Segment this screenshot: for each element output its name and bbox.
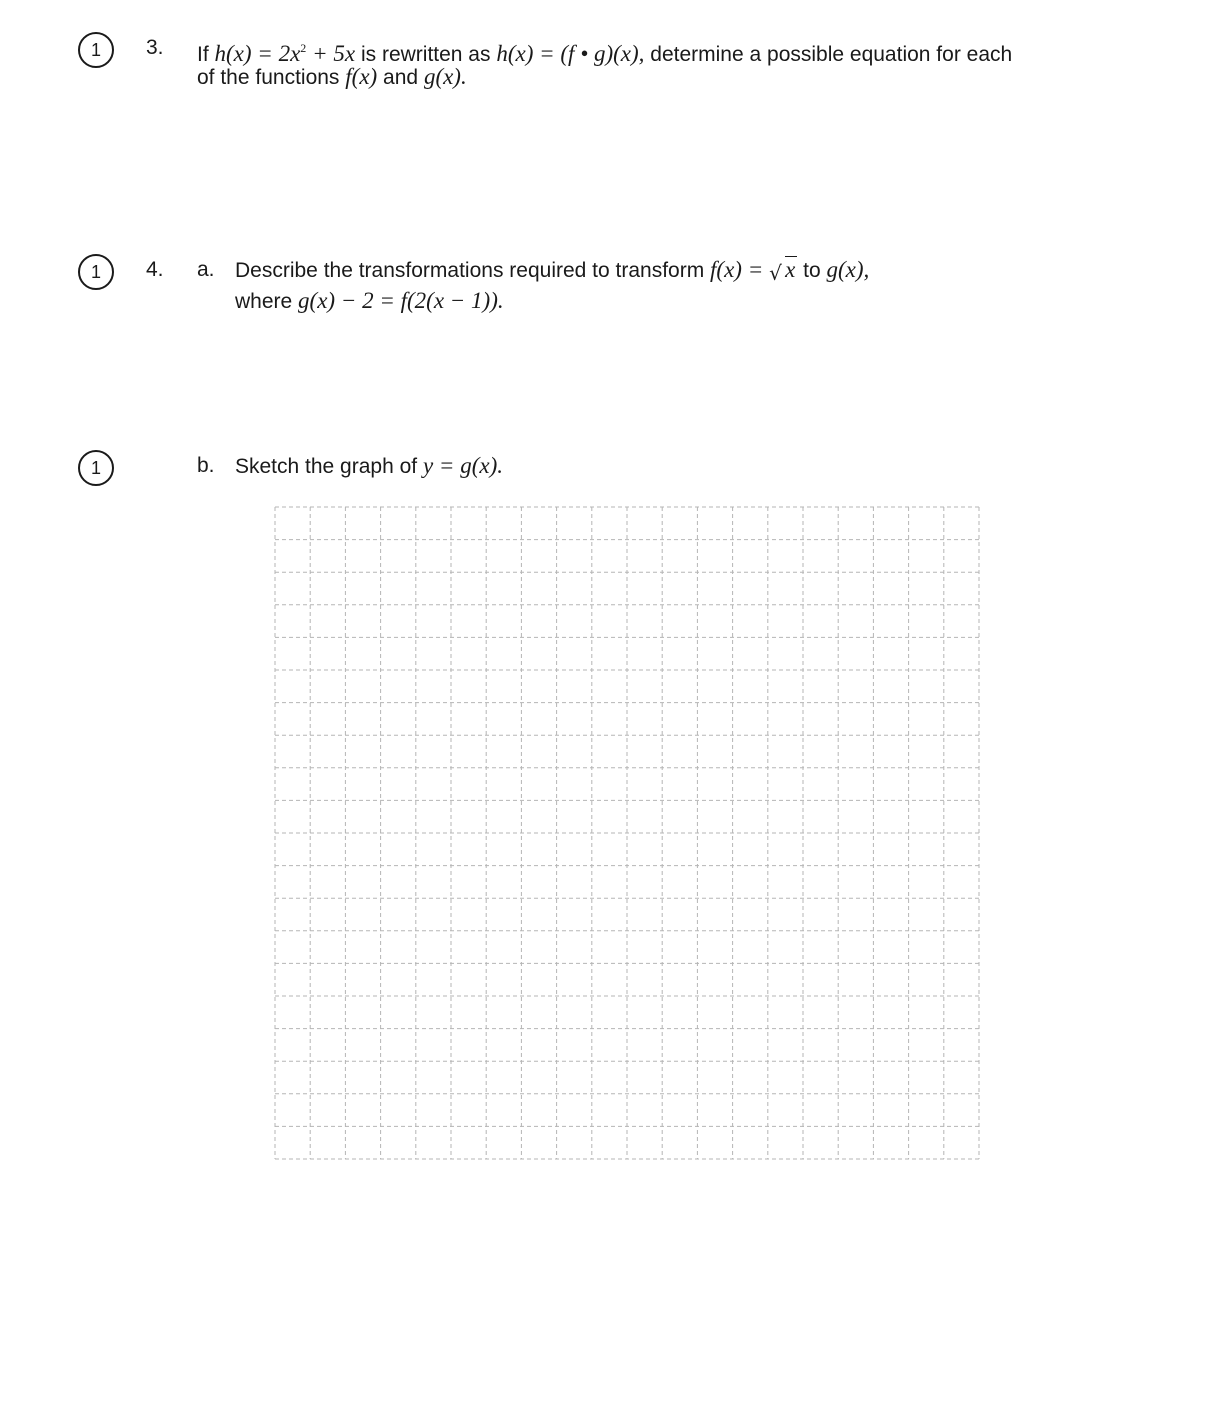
q3-of-functions: of the functions: [197, 66, 340, 89]
graph-grid[interactable]: [274, 506, 980, 1160]
q4a-marks-circle: [78, 254, 114, 290]
q3-fx: f(x): [345, 64, 378, 89]
q4a-gx: g(x),: [826, 257, 870, 282]
q3-text-line2: [197, 63, 467, 92]
q4b-sketch: Sketch the graph of: [235, 455, 418, 478]
q4a-letter: a.: [197, 258, 215, 281]
q4b-text: [235, 452, 503, 481]
q4a-equation: g(x) − 2 = f(2(x − 1)).: [298, 288, 504, 313]
q4a-text-line1: [235, 256, 869, 285]
q4a-describe: Describe the transformations required to transform: [235, 259, 705, 282]
radical-icon: √: [769, 261, 782, 285]
q4a-text-line2: [235, 287, 504, 316]
q4b-marks-circle: [78, 450, 114, 486]
q4-number: 4.: [146, 258, 164, 281]
q3-composite-expr: h(x) = (f • g)(x),: [496, 41, 645, 66]
q3-h-expr-tail: + 5x: [312, 41, 356, 66]
q4a-to: to: [803, 259, 821, 282]
q3-rewritten: is rewritten as: [360, 43, 491, 66]
q3-exponent: 2: [300, 41, 307, 55]
q4b-marks-value: 1: [90, 458, 101, 478]
q4a-sqrt: [769, 256, 797, 285]
q3-h-expr: h(x) = 2x: [214, 41, 301, 66]
q3-if: If: [197, 43, 209, 66]
q4a-marks-value: 1: [90, 262, 101, 282]
q4a-radicand: x: [785, 257, 796, 282]
q3-number: 3.: [146, 36, 164, 59]
q3-gx: g(x).: [423, 64, 467, 89]
q4b-equation: y = g(x).: [422, 453, 503, 478]
q3-and: and: [383, 66, 419, 89]
q4a-where: where: [235, 290, 293, 313]
q3-determine: determine a possible equation for each: [650, 43, 1013, 66]
q3-marks-circle: [78, 32, 114, 68]
q3-marks-value: 1: [90, 40, 101, 60]
q4b-letter: b.: [197, 454, 215, 477]
q4a-fx: f(x) =: [710, 257, 764, 282]
